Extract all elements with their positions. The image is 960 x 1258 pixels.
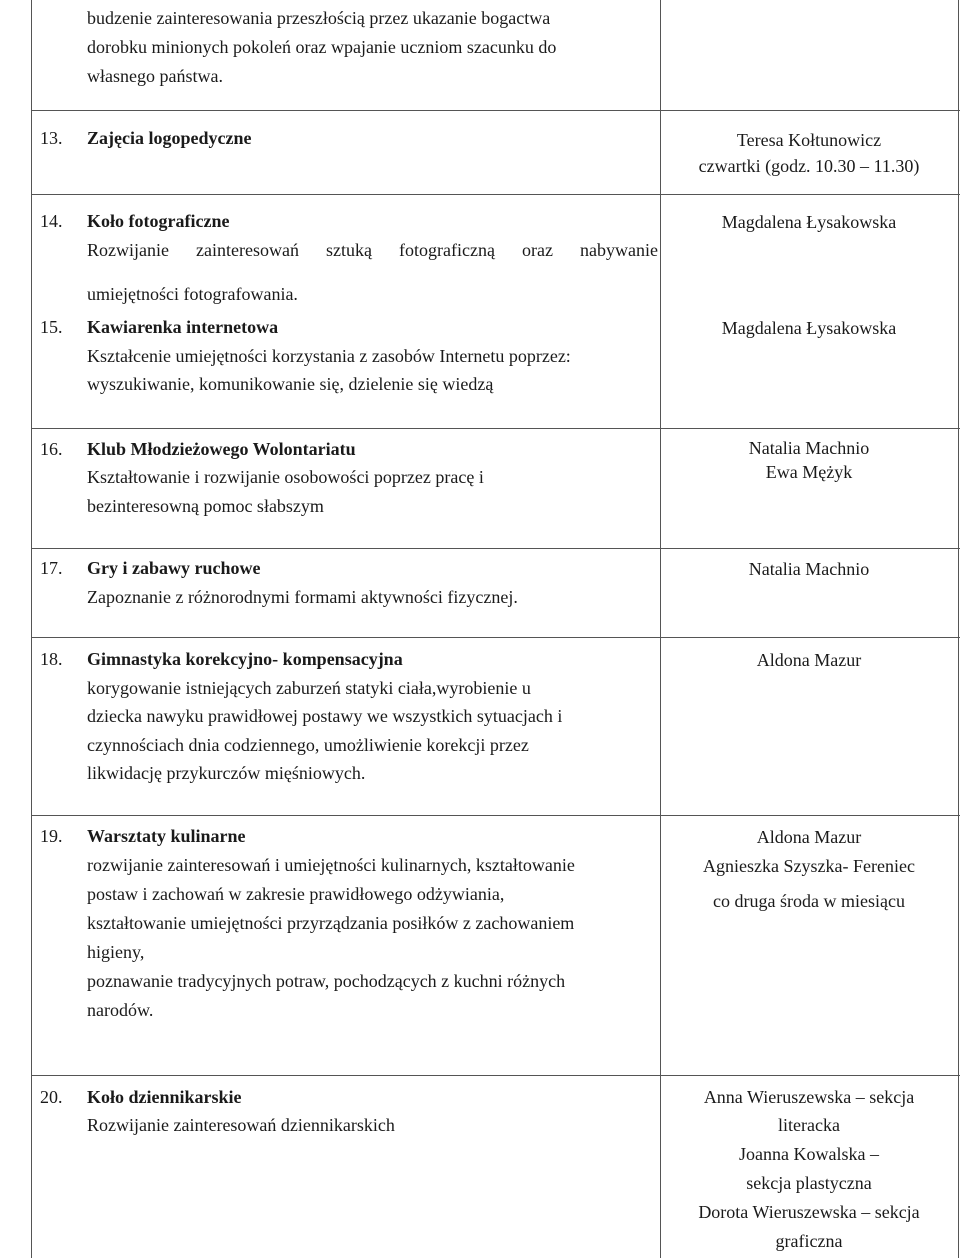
row-teacher: literacka bbox=[778, 1115, 840, 1135]
row-title: Zajęcia logopedyczne bbox=[87, 128, 252, 148]
row-schedule: czwartki (godz. 10.30 – 11.30) bbox=[698, 156, 920, 176]
row-description-line: bezinteresowną pomoc słabszym bbox=[87, 496, 324, 516]
row-divider bbox=[31, 428, 960, 429]
row-teacher: Natalia Machnio bbox=[748, 438, 870, 458]
row-number: 13. bbox=[40, 128, 63, 148]
row-divider bbox=[31, 110, 960, 111]
row-teacher: Natalia Machnio bbox=[748, 559, 870, 579]
row-description-line: rozwijanie zainteresowań i umiejętności kulinarnych, kształtowanie bbox=[87, 855, 575, 875]
row-teacher: Anna Wieruszewska – sekcja bbox=[703, 1087, 915, 1107]
row-title: Klub Młodzieżowego Wolontariatu bbox=[87, 439, 356, 459]
row-number: 17. bbox=[40, 558, 63, 578]
table-border-left bbox=[31, 0, 32, 1258]
row-title: Koło fotograficzne bbox=[87, 211, 230, 231]
row-title: Gry i zabawy ruchowe bbox=[87, 558, 261, 578]
description-word: oraz bbox=[522, 240, 553, 260]
row-title: Kawiarenka internetowa bbox=[87, 317, 279, 337]
row-description-line: Kształcenie umiejętności korzystania z zasobów Internetu poprzez: bbox=[87, 346, 571, 366]
row-teacher: graficzna bbox=[775, 1231, 843, 1251]
description-word: zainteresowań bbox=[196, 240, 299, 260]
table-column-divider bbox=[660, 0, 661, 1258]
row-teacher: Aldona Mazur bbox=[756, 827, 862, 847]
intro-line: dorobku minionych pokoleń oraz wpajanie uczniom szacunku do bbox=[87, 37, 557, 57]
description-word: fotograficzną bbox=[399, 240, 495, 260]
row-divider bbox=[31, 637, 960, 638]
row-teacher: Teresa Kołtunowicz bbox=[736, 130, 882, 150]
activities-table bbox=[31, 0, 959, 1258]
row-number: 16. bbox=[40, 439, 63, 459]
row-title: Warsztaty kulinarne bbox=[87, 826, 246, 846]
row-description-line: wyszukiwanie, komunikowanie się, dzielenie się wiedzą bbox=[87, 374, 494, 394]
row-divider bbox=[31, 548, 960, 549]
row-description-line: higieny, bbox=[87, 942, 145, 962]
row-number: 18. bbox=[40, 649, 63, 669]
row-description-line: Rozwijanie zainteresowań dziennikarskich bbox=[87, 1115, 395, 1135]
row-teacher: Dorota Wieruszewska – sekcja bbox=[698, 1202, 920, 1222]
table-border-right bbox=[958, 0, 959, 1258]
row-description-line: Zapoznanie z różnorodnymi formami aktywności fizycznej. bbox=[87, 587, 518, 607]
row-description-line: postaw i zachowań w zakresie prawidłowego odżywiania, bbox=[87, 884, 505, 904]
row-teacher: Joanna Kowalska – bbox=[739, 1144, 879, 1164]
row-title: Gimnastyka korekcyjno- kompensacyjna bbox=[87, 649, 403, 669]
row-description-line: czynnościach dnia codziennego, umożliwienie korekcji przez bbox=[87, 735, 529, 755]
row-description-line: Kształtowanie i rozwijanie osobowości poprzez pracę i bbox=[87, 467, 484, 487]
row-title: Koło dziennikarskie bbox=[87, 1087, 242, 1107]
intro-line: własnego państwa. bbox=[87, 66, 223, 86]
row-description-line: umiejętności fotografowania. bbox=[87, 284, 298, 304]
row-description-line: likwidację przykurczów mięśniowych. bbox=[87, 763, 366, 783]
row-schedule: co druga środa w miesiącu bbox=[713, 891, 905, 911]
row-teacher: Ewa Mężyk bbox=[765, 462, 853, 482]
row-teacher: Agnieszka Szyszka- Fereniec bbox=[703, 856, 915, 876]
row-divider bbox=[31, 815, 960, 816]
row-description-line: narodów. bbox=[87, 1000, 154, 1020]
row-description-line: dziecka nawyku prawidłowej postawy we wszystkich sytuacjach i bbox=[87, 706, 563, 726]
description-word: sztuką bbox=[326, 240, 372, 260]
row-number: 20. bbox=[40, 1087, 63, 1107]
row-description-line: korygowanie istniejących zaburzeń statyki ciała,wyrobienie u bbox=[87, 678, 531, 698]
description-word: nabywanie bbox=[580, 240, 658, 260]
row-divider bbox=[31, 194, 960, 195]
row-divider bbox=[31, 1075, 960, 1076]
row-description-line: poznawanie tradycyjnych potraw, pochodzących z kuchni różnych bbox=[87, 971, 566, 991]
row-teacher: Magdalena Łysakowska bbox=[721, 212, 897, 232]
description-word: Rozwijanie bbox=[87, 240, 169, 260]
row-number: 19. bbox=[40, 826, 63, 846]
row-description-line: kształtowanie umiejętności przyrządzania posiłków z zachowaniem bbox=[87, 913, 575, 933]
row-number: 15. bbox=[40, 317, 63, 337]
row-teacher: Aldona Mazur bbox=[756, 650, 862, 670]
row-teacher: sekcja plastyczna bbox=[746, 1173, 872, 1193]
row-description-line bbox=[87, 236, 658, 264]
intro-line: budzenie zainteresowania przeszłością przez ukazanie bogactwa bbox=[87, 8, 551, 28]
row-teacher: Magdalena Łysakowska bbox=[721, 318, 897, 338]
row-number: 14. bbox=[40, 211, 63, 231]
